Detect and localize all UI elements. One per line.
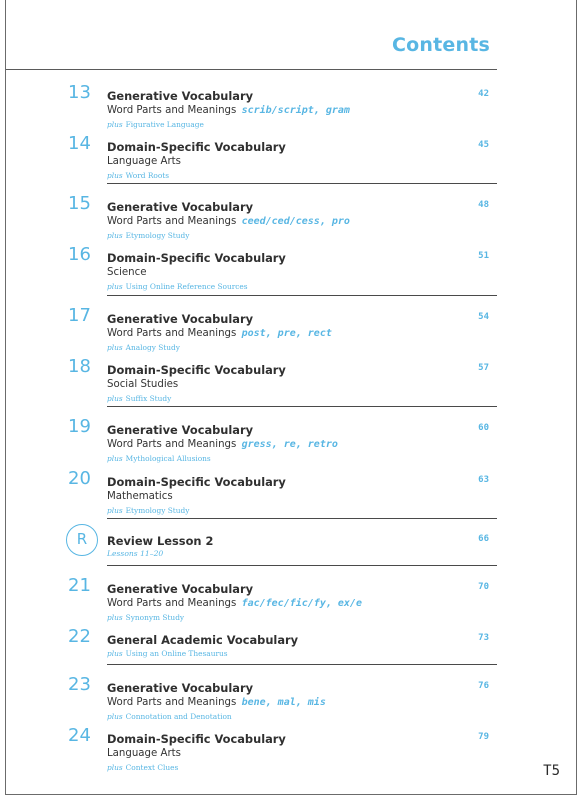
lesson-number: 20 (68, 468, 91, 489)
lesson-subtitle (107, 598, 362, 609)
word-roots: ceed/ced/cess, pro (241, 216, 350, 227)
lesson-number: 22 (68, 626, 91, 647)
extra-text: Mythological Allusions (125, 454, 211, 463)
extra-text: Analogy Study (125, 343, 180, 352)
lesson-number: 21 (68, 575, 91, 596)
page-number: 48 (478, 200, 489, 210)
lesson-extra (107, 120, 204, 129)
word-roots: gress, re, retro (241, 439, 338, 450)
subtitle-text: Word Parts and Meanings (107, 328, 237, 339)
page-number: 45 (478, 140, 489, 150)
page-number: 60 (478, 423, 489, 433)
lesson-subtitle (107, 105, 350, 116)
page-number: 63 (478, 475, 489, 485)
lesson-subtitle (107, 491, 173, 502)
lesson-number: 19 (68, 416, 91, 437)
lesson-subtitle (107, 267, 147, 278)
lesson-heading: Generative Vocabulary (107, 312, 254, 326)
extra-text: Synonym Study (125, 613, 185, 622)
plus-label: plus (107, 231, 123, 240)
lesson-heading: Domain-Specific Vocabulary (107, 363, 286, 377)
plus-label: plus (107, 454, 123, 463)
lesson-number: 16 (68, 244, 91, 265)
lesson-heading: Generative Vocabulary (107, 423, 254, 437)
subtitle-text: Word Parts and Meanings (107, 598, 237, 609)
lesson-extra (107, 506, 189, 515)
plus-label: plus (107, 120, 123, 129)
plus-label: plus (107, 649, 123, 658)
plus-label: plus (107, 394, 123, 403)
page-number: 57 (478, 363, 489, 373)
extra-text: Etymology Study (125, 506, 190, 515)
page-folio: T5 (543, 763, 560, 779)
lesson-extra (107, 394, 171, 403)
lesson-heading: Domain-Specific Vocabulary (107, 251, 286, 265)
section-rule (107, 664, 497, 665)
lesson-heading: General Academic Vocabulary (107, 633, 299, 647)
extra-text: Context Clues (125, 763, 179, 772)
extra-text: Word Roots (125, 171, 170, 180)
lesson-heading: Domain-Specific Vocabulary (107, 140, 286, 154)
page-number: 76 (478, 681, 489, 691)
lesson-subtitle (107, 328, 332, 339)
lesson-subtitle (107, 439, 338, 450)
subtitle-text: Mathematics (107, 491, 173, 502)
plus-label: plus (107, 282, 123, 291)
lesson-subtitle (107, 697, 326, 708)
subtitle-text: Language Arts (107, 156, 181, 167)
lesson-subtitle (107, 379, 178, 390)
page (5, 0, 577, 795)
lesson-extra (107, 231, 189, 240)
extra-text: Using an Online Thesaurus (125, 649, 228, 658)
extra-text: Figurative Language (125, 120, 204, 129)
word-roots: fac/fec/fic/fy, ex/e (241, 598, 362, 609)
section-rule (107, 518, 497, 519)
word-roots: bene, mal, mis (241, 697, 326, 708)
subtitle-text: Social Studies (107, 379, 179, 390)
lesson-extra (107, 712, 232, 721)
lesson-subtitle (107, 156, 181, 167)
section-rule (107, 406, 497, 407)
lesson-heading: Generative Vocabulary (107, 681, 254, 695)
extra-text: Connotation and Denotation (125, 712, 232, 721)
title-rule (6, 69, 497, 70)
page-number: 79 (478, 732, 489, 742)
extra-text: Etymology Study (125, 231, 190, 240)
subtitle-text: Word Parts and Meanings (107, 439, 237, 450)
lesson-subtitle (107, 216, 350, 227)
lesson-subtitle (107, 748, 181, 759)
lesson-heading: Domain-Specific Vocabulary (107, 475, 286, 489)
lesson-heading: Generative Vocabulary (107, 200, 254, 214)
subtitle-text: Word Parts and Meanings (107, 216, 237, 227)
page-number: 42 (478, 89, 489, 99)
page-number: 70 (478, 582, 489, 592)
plus-label: plus (107, 763, 123, 772)
lesson-heading: Generative Vocabulary (107, 582, 254, 596)
plus-label: plus (107, 506, 123, 515)
subtitle-text: Word Parts and Meanings (107, 697, 237, 708)
lesson-number: 13 (68, 82, 91, 103)
lesson-extra (107, 171, 169, 180)
lesson-heading: Domain-Specific Vocabulary (107, 732, 286, 746)
word-roots: post, pre, rect (241, 328, 332, 339)
plus-label: plus (107, 712, 123, 721)
plus-label: plus (107, 171, 123, 180)
lesson-number: 17 (68, 305, 91, 326)
page-number: 66 (478, 534, 489, 544)
page-number: 54 (478, 312, 489, 322)
subtitle-text: Science (107, 267, 147, 278)
lesson-number: 23 (68, 674, 91, 695)
lesson-extra (107, 763, 178, 772)
review-heading: Review Lesson 2 (107, 534, 214, 548)
plus-label: plus (107, 613, 123, 622)
lesson-extra (107, 454, 211, 463)
lesson-extra (107, 343, 180, 352)
extra-text: Suffix Study (125, 394, 172, 403)
lesson-extra (107, 649, 228, 658)
lesson-extra (107, 282, 248, 291)
extra-text: Using Online Reference Sources (125, 282, 248, 291)
page-title: Contents (391, 34, 490, 56)
section-rule (107, 295, 497, 296)
lesson-number: 14 (68, 133, 91, 154)
subtitle-text: Word Parts and Meanings (107, 105, 237, 116)
section-rule (107, 183, 497, 184)
plus-label: plus (107, 343, 123, 352)
page-number: 51 (478, 251, 489, 261)
lesson-extra (107, 613, 184, 622)
lesson-number: 24 (68, 725, 91, 746)
lesson-number: 15 (68, 193, 91, 214)
section-rule (107, 565, 497, 566)
review-subtitle: Lessons 11–20 (107, 549, 164, 558)
page-number: 73 (478, 633, 489, 643)
subtitle-text: Language Arts (107, 748, 181, 759)
word-roots: scrib/script, gram (241, 105, 350, 116)
lesson-number: 18 (68, 356, 91, 377)
lesson-heading: Generative Vocabulary (107, 89, 254, 103)
review-badge: R (66, 524, 98, 556)
